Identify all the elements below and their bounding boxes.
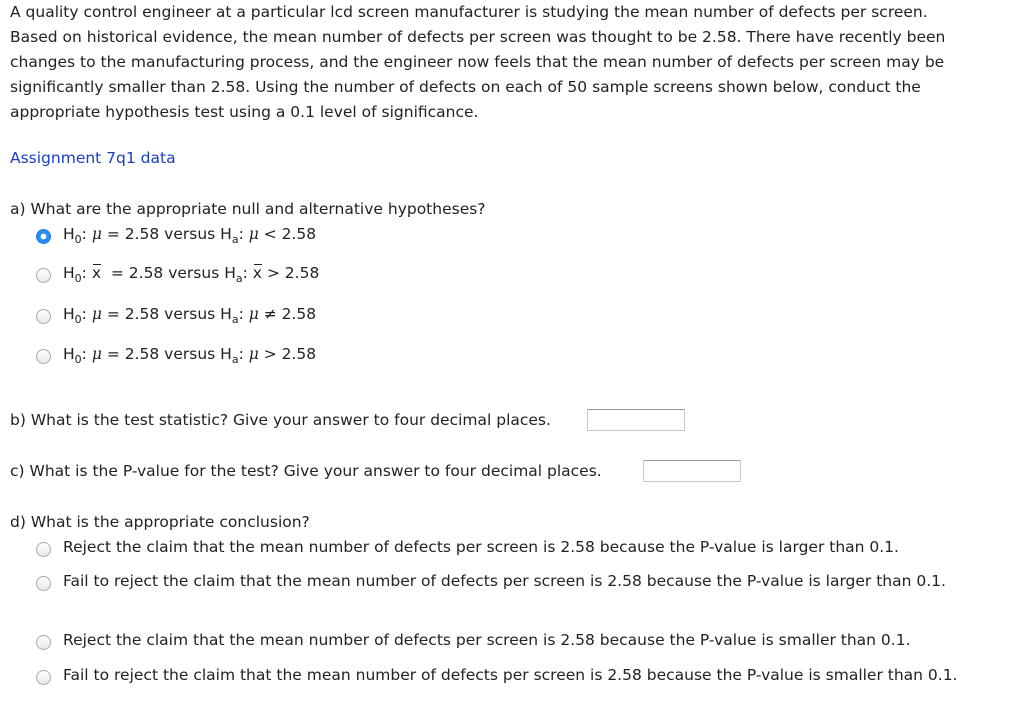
h0-subscript: 0 <box>74 353 82 366</box>
problem-line: appropriate hypothesis test using a 0.1 level of significance. <box>10 103 479 121</box>
test-statistic-input[interactable] <box>587 409 685 431</box>
mu-symbol: μ <box>248 305 259 323</box>
conclusion-option-1-label[interactable]: Reject the claim that the mean number of defects per screen is 2.58 because the P-value is larger than 0.1. <box>63 538 899 556</box>
h0-label: H <box>63 345 75 363</box>
h0-label: H <box>63 225 75 243</box>
mu-symbol: μ <box>248 225 259 243</box>
hypothesis-option-1-label[interactable]: $H_0$: μ = 2.58 versus $H_a$: μ < 2.58 <box>63 225 317 246</box>
mu-symbol: μ <box>91 225 102 243</box>
conclusion-option-1-radio[interactable] <box>36 542 51 557</box>
problem-line: A quality control engineer at a particular lcd screen manufacturer is studying the mean number of defects per screen. <box>10 3 928 21</box>
h0-subscript: 0 <box>74 272 82 285</box>
h0-relation: = 2.58 versus <box>105 264 225 282</box>
ha-label: H <box>220 225 232 243</box>
assignment-data-link[interactable]: Assignment 7q1 data <box>10 149 176 167</box>
question-a: a) What are the appropriate null and alternative hypotheses? <box>10 200 486 218</box>
question-b: b) What is the test statistic? Give your answer to four decimal places. <box>10 411 551 429</box>
xbar-symbol: x <box>252 264 262 282</box>
ha-relation: > 2.58 <box>261 264 320 282</box>
mu-symbol: μ <box>248 345 259 363</box>
h0-label: H <box>63 264 75 282</box>
conclusion-option-3-radio[interactable] <box>36 635 51 650</box>
ha-relation: > 2.58 <box>258 345 317 363</box>
mu-symbol: μ <box>91 345 102 363</box>
problem-line: Based on historical evidence, the mean number of defects per screen was thought to be 2.58. There have recently been <box>10 28 946 46</box>
h0-relation: = 2.58 versus <box>101 225 221 243</box>
hypothesis-option-2-radio[interactable] <box>36 268 51 283</box>
ha-subscript: a <box>231 353 239 366</box>
problem-line: changes to the manufacturing process, and the engineer now feels that the mean number of defects per screen may be <box>10 53 945 71</box>
h0-subscript: 0 <box>74 313 82 326</box>
conclusion-option-4-radio[interactable] <box>36 670 51 685</box>
ha-subscript: a <box>231 313 239 326</box>
problem-statement <box>10 0 1015 125</box>
h0-relation: = 2.58 versus <box>101 345 221 363</box>
hypothesis-option-4-label[interactable]: $H_0$: μ = 2.58 versus $H_a$: μ > 2.58 <box>63 345 317 366</box>
hypothesis-option-1-radio[interactable] <box>36 229 51 244</box>
hypothesis-option-4-radio[interactable] <box>36 349 51 364</box>
problem-line: significantly smaller than 2.58. Using the number of defects on each of 50 sample screens shown below, conduct the <box>10 78 921 96</box>
conclusion-option-2-radio[interactable] <box>36 576 51 591</box>
h0-subscript: 0 <box>74 233 82 246</box>
ha-subscript: a <box>235 272 243 285</box>
question-d: d) What is the appropriate conclusion? <box>10 513 310 531</box>
ha-label: H <box>220 345 232 363</box>
h0-relation: = 2.58 versus <box>101 305 221 323</box>
conclusion-option-4-label[interactable]: Fail to reject the claim that the mean number of defects per screen is 2.58 because the P-value is smaller than 0.1. <box>63 666 958 684</box>
h0-label: H <box>63 305 75 323</box>
mu-symbol: μ <box>91 305 102 323</box>
hypothesis-option-3-radio[interactable] <box>36 309 51 324</box>
conclusion-option-2-label[interactable]: Fail to reject the claim that the mean number of defects per screen is 2.58 because the P-value is larger than 0.1. <box>63 572 946 590</box>
xbar-symbol: x <box>91 264 101 282</box>
ha-label: H <box>220 305 232 323</box>
question-c: c) What is the P-value for the test? Give your answer to four decimal places. <box>10 462 602 480</box>
ha-label: H <box>224 264 236 282</box>
ha-relation: ≠ 2.58 <box>258 305 317 323</box>
hypothesis-option-3-label[interactable]: $H_0$: μ = 2.58 versus $H_a$: μ ≠ 2.58 <box>63 305 317 326</box>
ha-subscript: a <box>231 233 239 246</box>
p-value-input[interactable] <box>643 460 741 482</box>
conclusion-option-3-label[interactable]: Reject the claim that the mean number of defects per screen is 2.58 because the P-value is smaller than 0.1. <box>63 631 911 649</box>
hypothesis-option-2-label[interactable]: $H_0$: x = 2.58 versus $H_a$: x > 2.58 <box>63 264 320 285</box>
ha-relation: < 2.58 <box>258 225 317 243</box>
